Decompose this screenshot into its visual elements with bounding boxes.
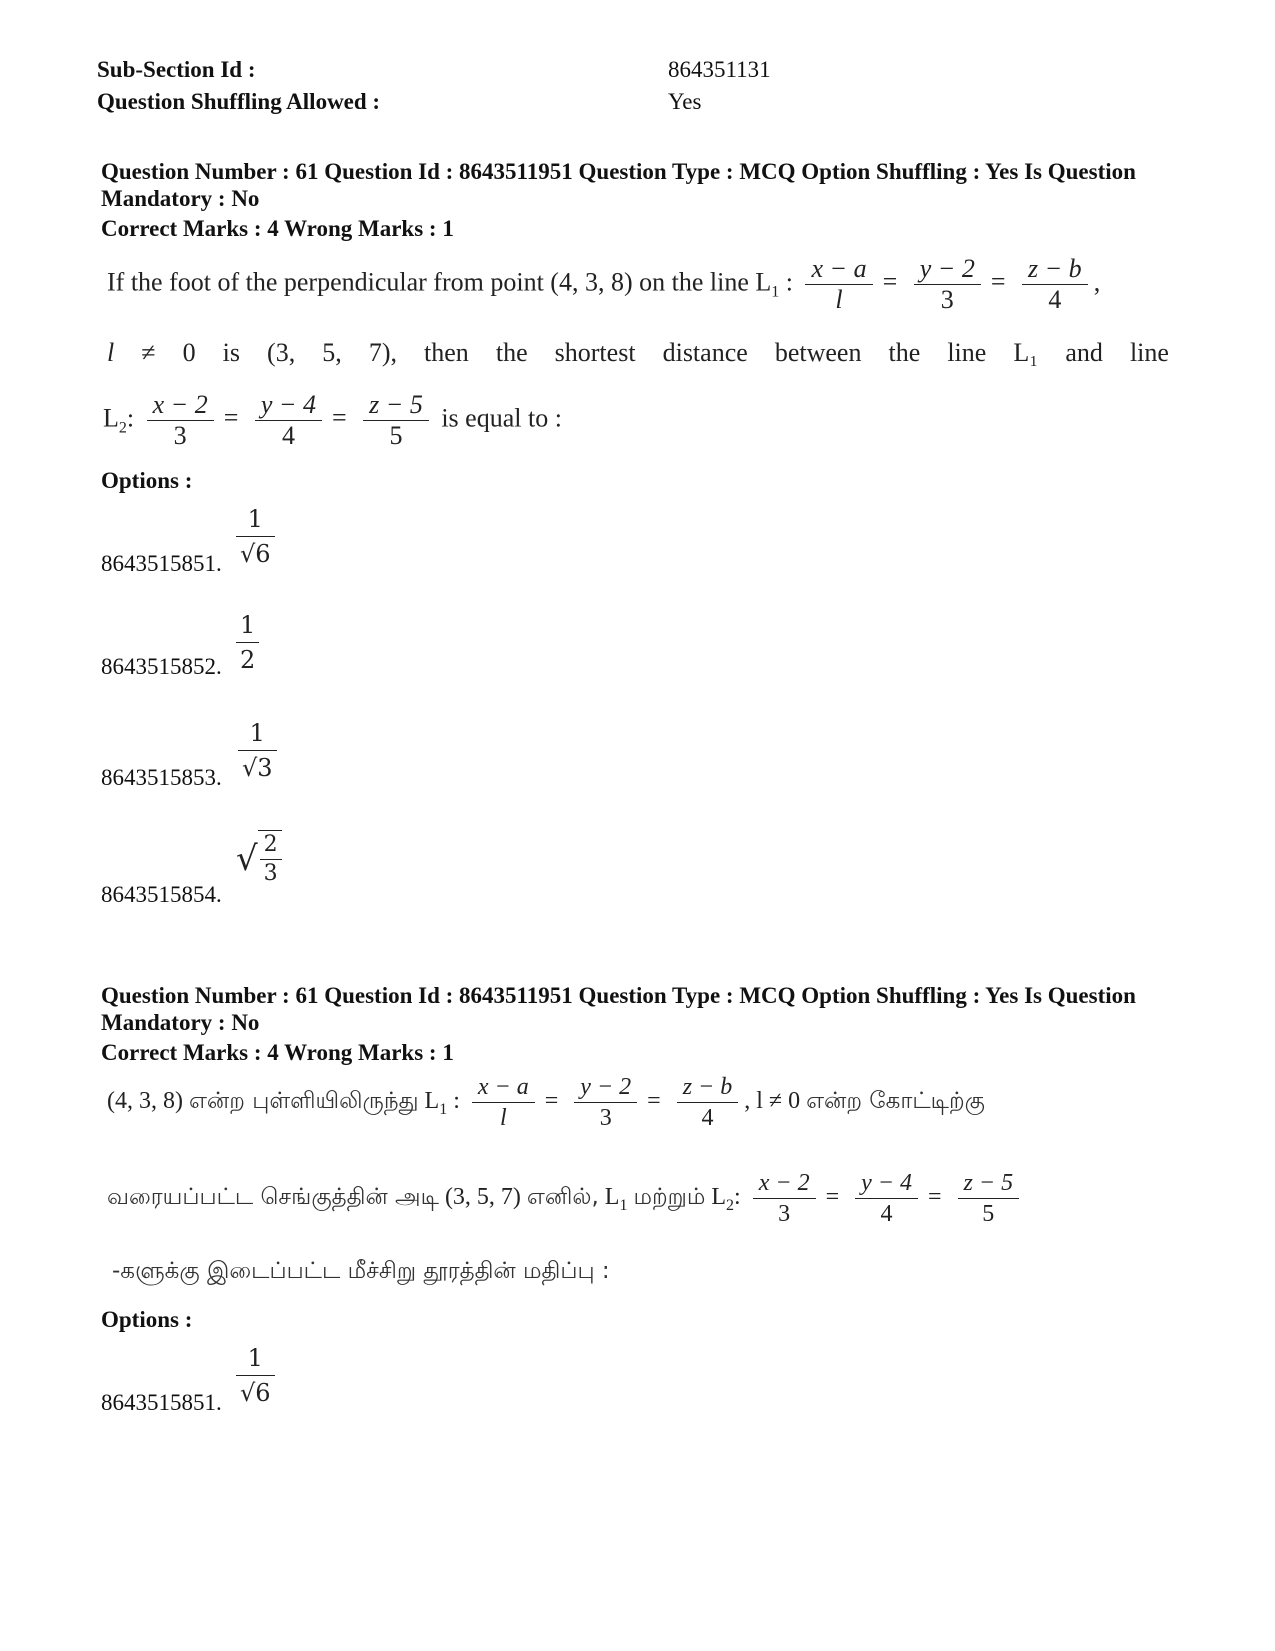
option-id: 8643515851. — [101, 1390, 222, 1415]
question-marks: Correct Marks : 4 Wrong Marks : 1 — [101, 216, 454, 241]
question-header: Question Number : 61 Question Id : 8643511951 Question Type : MCQ Option Shuffling : Yes Is Question Mandatory : No — [101, 983, 1136, 1035]
question-shuffling-value: Yes — [668, 89, 702, 114]
fraction: $\frac{z - 5}{5}$ — [363, 390, 429, 451]
fraction: $\frac{y - 4}{4}$ — [255, 390, 322, 451]
option-value: $\frac{1}{√3}$ — [238, 716, 277, 785]
option-value: $\frac{1}{2}$ — [236, 608, 259, 677]
fraction: $\frac{z - 5}{5}$ — [958, 1168, 1020, 1229]
fraction: $\frac{y - 2}{3}$ — [914, 254, 981, 315]
question-stem-line-3: $L_2$: $\frac{x - 2}{3}$ = $\frac{y - 4}{4}$ = $\frac{z - 5}{5}$ is equal to : — [103, 390, 562, 450]
option-id: 8643515853. — [101, 765, 222, 790]
question-marks: Correct Marks : 4 Wrong Marks : 1 — [101, 1040, 454, 1065]
question-stem-line-1: (4, 3, 8) என்ற புள்ளியிலிருந்து $L_1$ : $\frac{x - a}{l}$ = $\frac{y - 2}{3}$ = $\frac{z - b}{4}$ , l ≠ 0 என்ற கோட்டிற்கு — [107, 1074, 985, 1131]
options-label: Options : — [101, 1307, 193, 1332]
question-shuffling-label: Question Shuffling Allowed : — [97, 89, 381, 114]
option-value: √ $\frac{2}{3}$ — [236, 830, 282, 888]
options-label: Options : — [101, 468, 193, 493]
option-id: 8643515851. — [101, 551, 222, 576]
fraction: $\frac{y - 4}{4}$ — [855, 1168, 918, 1229]
fraction: $\frac{x - a}{l}$ — [472, 1072, 535, 1133]
fraction: $\frac{y - 2}{3}$ — [574, 1072, 637, 1133]
fraction: $\frac{x - a}{l}$ — [805, 254, 872, 315]
subsection-id-value: 864351131 — [668, 57, 771, 82]
fraction: $\frac{z - b}{4}$ — [1022, 254, 1088, 315]
fraction: $\frac{x - 2}{3}$ — [753, 1168, 816, 1229]
question-stem-line-3: -களுக்கு இடைப்பட்ட மீச்சிறு தூரத்தின் மதிப்பு : — [112, 1258, 610, 1284]
option-id: 8643515852. — [101, 654, 222, 679]
question-header: Question Number : 61 Question Id : 8643511951 Question Type : MCQ Option Shuffling : Yes Is Question Mandatory : No — [101, 159, 1136, 211]
fraction: $\frac{x - 2}{3}$ — [147, 390, 214, 451]
subsection-id-label: Sub-Section Id : — [97, 57, 256, 82]
question-stem-line-2: l ≠ 0 is (3, 5, 7), then the shortest distance between the line L₁ and line — [107, 338, 1169, 367]
option-value: $\frac{1}{√6}$ — [236, 1341, 275, 1410]
option-id: 8643515854. — [101, 882, 222, 907]
fraction: $\frac{z - b}{4}$ — [677, 1072, 739, 1133]
question-stem-line-2: வரையப்பட்ட செங்குத்தின் அடி (3, 5, 7) எனில், $L_1$ மற்றும் $L_2$: $\frac{x - 2}{3}$ = $\frac{y - 4}{4}$ = $\frac{z - 5}{5}$ — [107, 1168, 1025, 1229]
option-value: $\frac{1}{√6}$ — [236, 502, 275, 571]
question-stem-line-1: If the foot of the perpendicular from point (4, 3, 8) on the line $L_1$ : $\frac{x - a}{l}$ = $\frac{y - 2}{3}$ = $\frac{z - b}{4}$ , — [107, 254, 1101, 314]
